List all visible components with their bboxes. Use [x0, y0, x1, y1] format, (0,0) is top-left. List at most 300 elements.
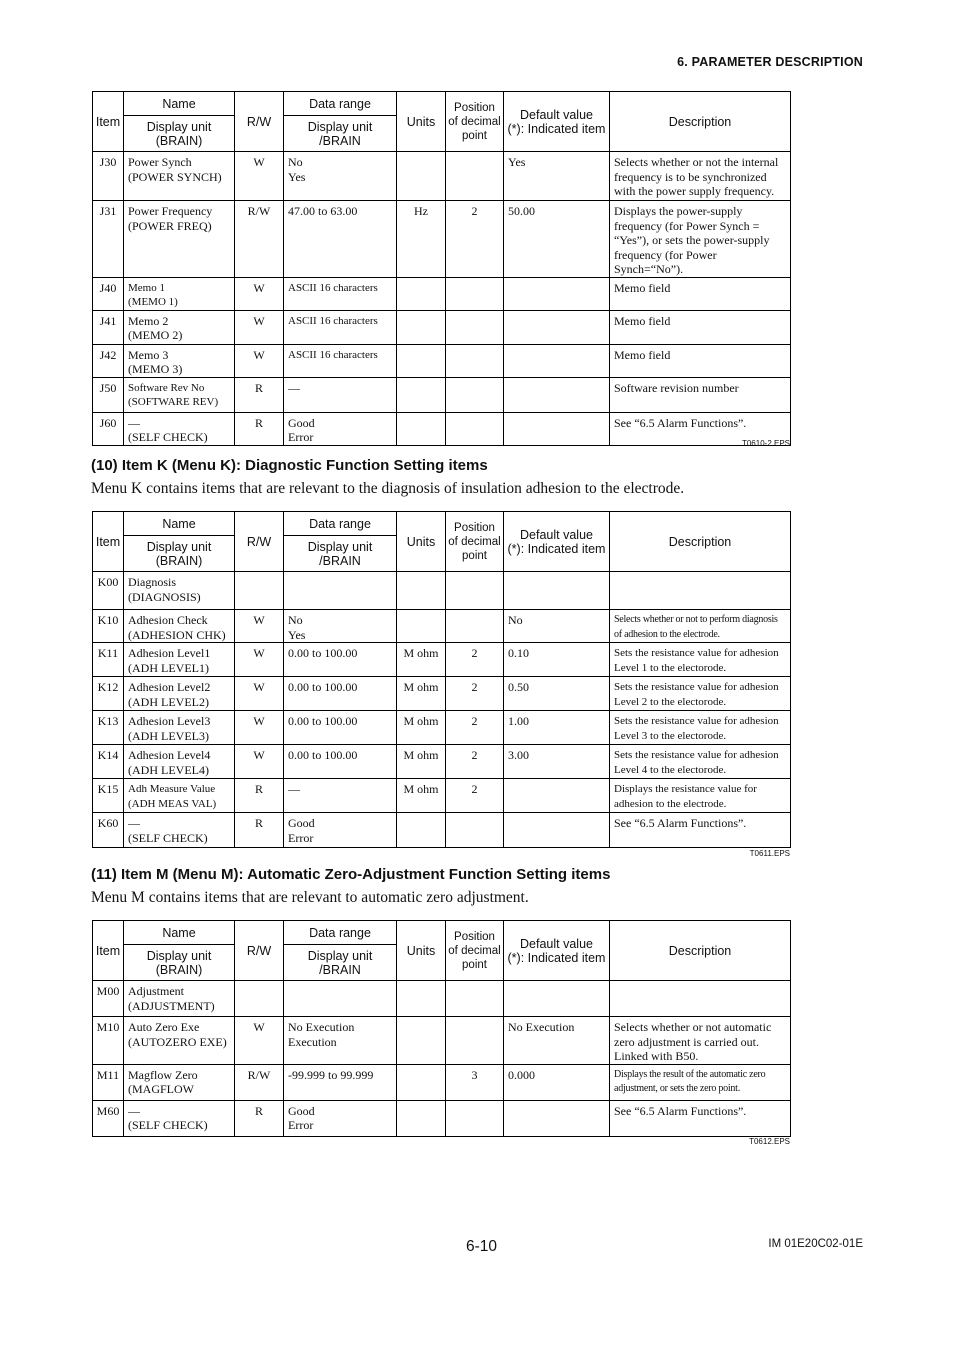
- table-cell: [284, 813, 397, 848]
- table-cell: [284, 610, 397, 643]
- table-row: [93, 643, 791, 677]
- section-title-m: (11) Item M (Menu M): Automatic Zero-Adjustment Function Setting items: [91, 866, 611, 883]
- table-cell: [610, 377, 791, 412]
- cell-text: M ohm: [403, 782, 439, 796]
- table-cell: [124, 344, 235, 377]
- cell-text: 2: [471, 646, 478, 660]
- table-cell: [93, 1017, 124, 1065]
- table-cell: [610, 201, 791, 278]
- col-position: Position of decimal point: [446, 92, 504, 152]
- table-cell: [124, 377, 235, 412]
- table-cell: [93, 310, 124, 344]
- table-cell: [93, 813, 124, 848]
- cell-text: W: [253, 613, 265, 627]
- table-cell: [284, 745, 397, 779]
- cell-text: [397, 152, 445, 155]
- cell-text: 47.00 to 63.00: [288, 204, 358, 218]
- table-cell: [235, 310, 284, 344]
- cell-text: [504, 981, 609, 984]
- table-caption: T0611.EPS: [749, 849, 790, 858]
- cell-text: 1.00: [508, 714, 529, 728]
- table-cell: [93, 1064, 124, 1100]
- table-row: [93, 779, 791, 813]
- table-cell: [284, 277, 397, 310]
- cell-text: [446, 345, 503, 348]
- cell-text: [446, 610, 503, 613]
- cell-text: W: [253, 347, 265, 362]
- table-cell: [610, 277, 791, 310]
- cell-text: 0.00 to 100.00: [288, 748, 358, 762]
- cell-text: Power Frequency (POWER FREQ): [128, 204, 213, 233]
- col-data-display: Display unit /BRAIN: [284, 116, 397, 152]
- table-cell: [610, 1017, 791, 1065]
- running-header: 6. PARAMETER DESCRIPTION: [677, 55, 863, 69]
- col-data-display: Display unit /BRAIN: [284, 536, 397, 572]
- table-row: [93, 201, 791, 278]
- col-units: Units: [397, 512, 446, 572]
- table-cell: [284, 201, 397, 278]
- cell-text: J31: [99, 204, 117, 218]
- cell-text: [397, 1017, 445, 1020]
- table-cell: [446, 745, 504, 779]
- cell-text: No Yes: [288, 613, 306, 642]
- table-cell: [235, 610, 284, 643]
- col-rw: R/W: [235, 92, 284, 152]
- cell-text: R: [254, 782, 263, 796]
- cell-text: M10: [96, 1020, 120, 1034]
- cell-text: 2: [471, 782, 478, 796]
- table-cell: [284, 310, 397, 344]
- cell-text: K13: [97, 714, 119, 728]
- cell-text: [446, 1101, 503, 1104]
- table-cell: [235, 779, 284, 813]
- cell-text: W: [253, 748, 265, 762]
- table-cell: [397, 1017, 446, 1065]
- table-cell: [93, 643, 124, 677]
- cell-text: Selects whether or not the internal frequency is to be synchronized with the power supply frequency.: [614, 155, 779, 198]
- cell-text: [397, 413, 445, 416]
- cell-text: See “6.5 Alarm Functions”.: [614, 816, 747, 830]
- table-cell: [504, 711, 610, 745]
- cell-text: M ohm: [403, 748, 439, 762]
- table-cell: [504, 412, 610, 445]
- table-cell: [397, 572, 446, 610]
- cell-text: [504, 345, 609, 348]
- table-cell: [235, 377, 284, 412]
- table-cell: [397, 201, 446, 278]
- table-cell: [504, 1100, 610, 1136]
- cell-text: Power Synch (POWER SYNCH): [128, 155, 222, 184]
- table-row: [93, 1064, 791, 1100]
- cell-text: M60: [96, 1103, 120, 1118]
- table-row: [93, 412, 791, 445]
- table-cell: [504, 277, 610, 310]
- table-cell: [504, 981, 610, 1017]
- cell-text: [397, 572, 445, 575]
- table-cell: [284, 1100, 397, 1136]
- table-cell: [284, 572, 397, 610]
- cell-text: 3: [471, 1067, 478, 1082]
- table-cell: [397, 277, 446, 310]
- cell-text: 0.00 to 100.00: [288, 714, 358, 728]
- col-display-unit: Display unit (BRAIN): [124, 945, 235, 981]
- table-cell: [446, 344, 504, 377]
- table-cell: [610, 344, 791, 377]
- cell-text: 0.000: [508, 1067, 535, 1082]
- table-cell: [93, 412, 124, 445]
- section-intro-m: Menu M contains items that are relevant to automatic zero adjustment.: [91, 889, 529, 906]
- cell-text: — (SELF CHECK): [128, 415, 208, 444]
- table-cell: [124, 779, 235, 813]
- cell-text: Displays the resistance value for adhesion to the electrode.: [614, 783, 757, 810]
- table-cell: [235, 152, 284, 201]
- cell-text: Adhesion Check (ADHESION CHK): [128, 613, 226, 642]
- col-name: Name: [124, 921, 235, 945]
- col-rw: R/W: [235, 921, 284, 981]
- table-cell: [446, 152, 504, 201]
- cell-text: R: [254, 1103, 263, 1118]
- cell-text: M ohm: [403, 646, 439, 660]
- cell-text: J30: [99, 155, 117, 169]
- section-intro-k: Menu K contains items that are relevant to the diagnosis of insulation adhesion to the electrode.: [91, 480, 685, 497]
- cell-text: [610, 981, 790, 984]
- table-cell: [504, 152, 610, 201]
- table-cell: [93, 201, 124, 278]
- cell-text: ASCII 16 characters: [288, 314, 378, 327]
- cell-text: [397, 813, 445, 816]
- cell-text: Yes: [508, 155, 526, 169]
- cell-text: M ohm: [403, 714, 439, 728]
- cell-text: Diagnosis (DIAGNOSIS): [128, 575, 201, 604]
- table-cell: [504, 1017, 610, 1065]
- table-cell: [93, 745, 124, 779]
- table-cell: [610, 572, 791, 610]
- cell-text: [504, 378, 609, 381]
- col-data-range: Data range: [284, 512, 397, 536]
- cell-text: — (SELF CHECK): [128, 1103, 208, 1132]
- table-cell: [504, 643, 610, 677]
- table-row: [93, 277, 791, 310]
- cell-text: J40: [99, 280, 117, 295]
- table-cell: [446, 377, 504, 412]
- document-id: IM 01E20C02-01E: [768, 1238, 863, 1250]
- table-cell: [446, 277, 504, 310]
- cell-text: Adh Measure Value (ADH MEAS VAL): [128, 783, 217, 810]
- col-description: Description: [610, 92, 791, 152]
- cell-text: [397, 610, 445, 613]
- cell-text: 3.00: [508, 748, 529, 762]
- cell-text: R: [254, 816, 263, 830]
- cell-text: Sets the resistance value for adhesion Level 4 to the electorode.: [614, 749, 779, 776]
- table-cell: [610, 981, 791, 1017]
- table-cell: [446, 981, 504, 1017]
- table-row: [93, 1017, 791, 1065]
- cell-text: Memo field: [614, 280, 671, 295]
- table-cell: [397, 745, 446, 779]
- cell-text: W: [253, 313, 265, 328]
- table-cell: [446, 412, 504, 445]
- table-cell: [446, 1017, 504, 1065]
- cell-text: R/W: [247, 1067, 271, 1082]
- cell-text: 0.50: [508, 680, 529, 694]
- table-cell: [124, 1017, 235, 1065]
- cell-text: 2: [471, 204, 478, 218]
- cell-text: Software revision number: [614, 380, 739, 395]
- table-cell: [397, 643, 446, 677]
- table-cell: [446, 677, 504, 711]
- table-cell: [504, 344, 610, 377]
- col-description: Description: [610, 921, 791, 981]
- table-cell: [397, 344, 446, 377]
- table-row: [93, 572, 791, 610]
- table-cell: [124, 745, 235, 779]
- cell-text: No: [508, 613, 523, 627]
- table-cell: [124, 677, 235, 711]
- cell-text: R/W: [247, 204, 271, 218]
- table-cell: [610, 779, 791, 813]
- cell-text: [504, 813, 609, 816]
- cell-text: — (SELF CHECK): [128, 816, 208, 845]
- table-cell: [235, 1017, 284, 1065]
- table-cell: [124, 813, 235, 848]
- table-cell: [284, 1064, 397, 1100]
- cell-text: Memo 1 (MEMO 1): [128, 281, 178, 308]
- col-data-range: Data range: [284, 921, 397, 945]
- table-row: [93, 711, 791, 745]
- cell-text: [235, 572, 283, 575]
- cell-text: 2: [471, 680, 478, 694]
- table-row: [93, 610, 791, 643]
- cell-text: Displays the result of the automatic zero adjustment, or sets the zero point.: [614, 1068, 766, 1094]
- cell-text: 2: [471, 714, 478, 728]
- table-cell: [610, 1100, 791, 1136]
- cell-text: [446, 378, 503, 381]
- table-cell: [124, 610, 235, 643]
- col-default: Default value (*): Indicated item: [504, 92, 610, 152]
- table-cell: [124, 643, 235, 677]
- table-cell: [124, 1064, 235, 1100]
- section-title-k: (10) Item K (Menu K): Diagnostic Function Setting items: [91, 457, 488, 474]
- table-cell: [235, 344, 284, 377]
- cell-text: Adhesion Level2 (ADH LEVEL2): [128, 680, 211, 709]
- table-cell: [504, 1064, 610, 1100]
- table-cell: [610, 677, 791, 711]
- cell-text: Auto Zero Exe (AUTOZERO EXE): [128, 1020, 227, 1049]
- cell-text: Adjustment (ADJUSTMENT): [128, 984, 215, 1013]
- table-row: [93, 677, 791, 711]
- cell-text: W: [253, 680, 265, 694]
- cell-text: [397, 1101, 445, 1104]
- cell-text: W: [253, 646, 265, 660]
- table-cell: [446, 201, 504, 278]
- col-data-display: Display unit /BRAIN: [284, 945, 397, 981]
- cell-text: Adhesion Level4 (ADH LEVEL4): [128, 748, 211, 777]
- table-cell: [235, 1064, 284, 1100]
- table-cell: [235, 201, 284, 278]
- table-cell: [610, 1064, 791, 1100]
- cell-text: Sets the resistance value for adhesion Level 1 to the electorode.: [614, 647, 779, 674]
- col-name: Name: [124, 512, 235, 536]
- table-cell: [504, 813, 610, 848]
- cell-text: K12: [97, 680, 119, 694]
- parameter-table-m: [92, 920, 791, 1137]
- table-cell: [235, 813, 284, 848]
- cell-text: [446, 311, 503, 314]
- cell-text: See “6.5 Alarm Functions”.: [614, 1103, 747, 1118]
- table-cell: [124, 1100, 235, 1136]
- cell-text: [446, 572, 503, 575]
- col-units: Units: [397, 921, 446, 981]
- cell-text: [610, 572, 790, 575]
- cell-text: [397, 981, 445, 984]
- cell-text: R: [254, 380, 263, 395]
- cell-text: [397, 311, 445, 314]
- table-cell: [610, 310, 791, 344]
- cell-text: See “6.5 Alarm Functions”.: [614, 415, 747, 430]
- table-cell: [610, 711, 791, 745]
- cell-text: Adhesion Level1 (ADH LEVEL1): [128, 646, 211, 675]
- table-cell: [504, 572, 610, 610]
- table-caption: T0612.EPS: [749, 1137, 790, 1146]
- cell-text: [446, 1017, 503, 1020]
- table-cell: [504, 377, 610, 412]
- cell-text: [446, 413, 503, 416]
- table-cell: [397, 711, 446, 745]
- table-cell: [124, 981, 235, 1017]
- table-cell: [504, 610, 610, 643]
- cell-text: —: [288, 380, 300, 395]
- table-cell: [235, 677, 284, 711]
- cell-text: Software Rev No (SOFTWARE REV): [128, 381, 219, 408]
- table-cell: [93, 779, 124, 813]
- cell-text: Sets the resistance value for adhesion Level 2 to the electorode.: [614, 681, 779, 708]
- table-cell: [93, 277, 124, 310]
- table-row: [93, 1100, 791, 1136]
- cell-text: Adhesion Level3 (ADH LEVEL3): [128, 714, 211, 743]
- cell-text: [397, 1065, 445, 1068]
- cell-text: ASCII 16 characters: [288, 281, 378, 294]
- cell-text: —: [288, 782, 300, 796]
- table-cell: [284, 711, 397, 745]
- table-cell: [284, 344, 397, 377]
- table-cell: [235, 277, 284, 310]
- cell-text: [397, 345, 445, 348]
- cell-text: Selects whether or not automatic zero adjustment is carried out. Linked with B50.: [614, 1020, 772, 1063]
- page-number: 6-10: [466, 1238, 498, 1255]
- table-cell: [93, 981, 124, 1017]
- cell-text: [504, 779, 609, 782]
- cell-text: No Execution: [508, 1020, 575, 1034]
- table-cell: [397, 677, 446, 711]
- col-default: Default value (*): Indicated item: [504, 512, 610, 572]
- table-cell: [124, 711, 235, 745]
- cell-text: [446, 813, 503, 816]
- cell-text: [504, 1101, 609, 1104]
- table-cell: [235, 412, 284, 445]
- table-cell: [397, 1100, 446, 1136]
- cell-text: [504, 311, 609, 314]
- cell-text: K00: [97, 575, 119, 589]
- cell-text: No Yes: [288, 155, 306, 184]
- table-cell: [124, 412, 235, 445]
- cell-text: W: [253, 280, 265, 295]
- cell-text: [446, 981, 503, 984]
- cell-text: Memo field: [614, 347, 671, 362]
- table-cell: [93, 344, 124, 377]
- table-cell: [235, 1100, 284, 1136]
- cell-text: [504, 278, 609, 281]
- cell-text: K14: [97, 748, 119, 762]
- cell-text: [235, 981, 283, 984]
- col-display-unit: Display unit (BRAIN): [124, 116, 235, 152]
- table-cell: [446, 813, 504, 848]
- table-row: [93, 813, 791, 848]
- table-cell: [504, 745, 610, 779]
- cell-text: [446, 278, 503, 281]
- table-cell: [446, 711, 504, 745]
- table-cell: [93, 572, 124, 610]
- table-cell: [446, 610, 504, 643]
- col-position: Position of decimal point: [446, 512, 504, 572]
- cell-text: 2: [471, 748, 478, 762]
- table-cell: [93, 677, 124, 711]
- col-position: Position of decimal point: [446, 921, 504, 981]
- table-cell: [284, 981, 397, 1017]
- cell-text: [397, 278, 445, 281]
- table-cell: [397, 310, 446, 344]
- col-units: Units: [397, 92, 446, 152]
- table-cell: [397, 981, 446, 1017]
- table-cell: [124, 310, 235, 344]
- table-cell: [284, 779, 397, 813]
- cell-text: K10: [97, 613, 119, 627]
- table-cell: [446, 572, 504, 610]
- table-cell: [284, 643, 397, 677]
- cell-text: [397, 378, 445, 381]
- table-cell: [610, 152, 791, 201]
- col-name: Name: [124, 92, 235, 116]
- col-item: Item: [93, 512, 124, 572]
- table-cell: [610, 745, 791, 779]
- cell-text: Magflow Zero (MAGFLOW: [128, 1067, 198, 1096]
- cell-text: Memo 3 (MEMO 3): [128, 347, 183, 376]
- table-cell: [610, 813, 791, 848]
- table-cell: [235, 643, 284, 677]
- table-cell: [397, 610, 446, 643]
- table-cell: [235, 981, 284, 1017]
- cell-text: [504, 413, 609, 416]
- cell-text: Good Error: [288, 816, 315, 845]
- table-cell: [235, 745, 284, 779]
- cell-text: 0.10: [508, 646, 529, 660]
- cell-text: Hz: [414, 204, 428, 218]
- table-cell: [446, 779, 504, 813]
- parameter-table-k: [92, 511, 791, 848]
- table-cell: [610, 610, 791, 643]
- table-cell: [93, 152, 124, 201]
- table-cell: [504, 677, 610, 711]
- table-cell: [397, 152, 446, 201]
- parameter-table-j: [92, 91, 791, 446]
- cell-text: No Execution Execution: [288, 1020, 355, 1049]
- table-cell: [284, 677, 397, 711]
- cell-text: K11: [97, 646, 119, 660]
- col-item: Item: [93, 92, 124, 152]
- cell-text: Memo field: [614, 313, 671, 328]
- cell-text: Displays the power-supply frequency (for Power Synch = “Yes”), or sets the power-supply frequency (for Power Synch=“No”).: [614, 204, 770, 276]
- table-cell: [124, 152, 235, 201]
- cell-text: 0.00 to 100.00: [288, 646, 358, 660]
